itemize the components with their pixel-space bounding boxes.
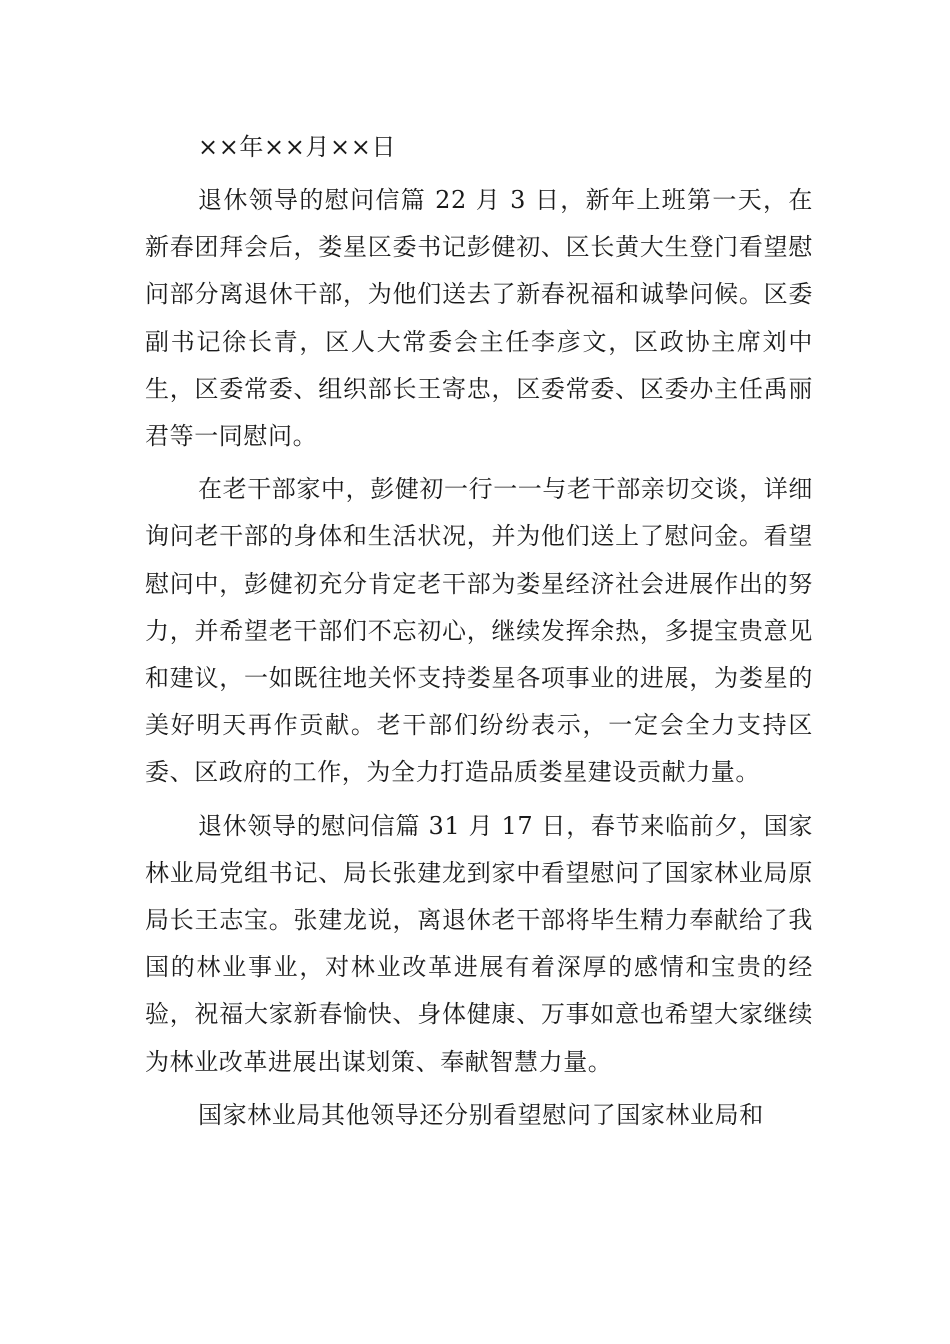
- paragraph-3: 退休领导的慰问信篇 31 月 17 日，春节来临前夕，国家林业局党组书记、局长张建龙到家中看望慰问了国家林业局原局长王志宝。张建龙说，离退休老干部将毕生精力奉献给了我国的林业事业，对林业改革进展有着深厚的感情和宝贵的经验，祝福大家新春愉快、身体健康、万事如意也希望大家继续为林业改革进展出谋划策、奉献智慧力量。: [145, 811, 813, 1076]
- paragraph-1: 退休领导的慰问信篇 22 月 3 日，新年上班第一天，在新春团拜会后，娄星区委书记彭健初、区长黄大生登门看望慰问部分离退休干部，为他们送去了新春祝福和诚挚问候。区委副书记徐长青，区人大常委会主任李彦文，区政协主席刘中生，区委常委、组织部长王寄忠，区委常委、区委办主任禹丽君等一同慰问。: [145, 186, 813, 451]
- paragraph-4: 国家林业局其他领导还分别看望慰问了国家林业局和: [198, 1100, 764, 1129]
- body-text: [145, 177, 813, 1145]
- date-line: ××年××月××日: [198, 133, 397, 161]
- paragraph-2: 在老干部家中，彭健初一行一一与老干部亲切交谈，详细询问老干部的身体和生活状况，并为他们送上了慰问金。看望慰问中，彭健初充分肯定老干部为娄星经济社会进展作出的努力，并希望老干部们不忘初心，继续发挥余热，多提宝贵意见和建议，一如既往地关怀支持娄星各项事业的进展，为娄星的美好明天再作贡献。老干部们纷纷表示，一定会全力支持区委、区政府的工作，为全力打造品质娄星建设贡献力量。: [145, 475, 813, 787]
